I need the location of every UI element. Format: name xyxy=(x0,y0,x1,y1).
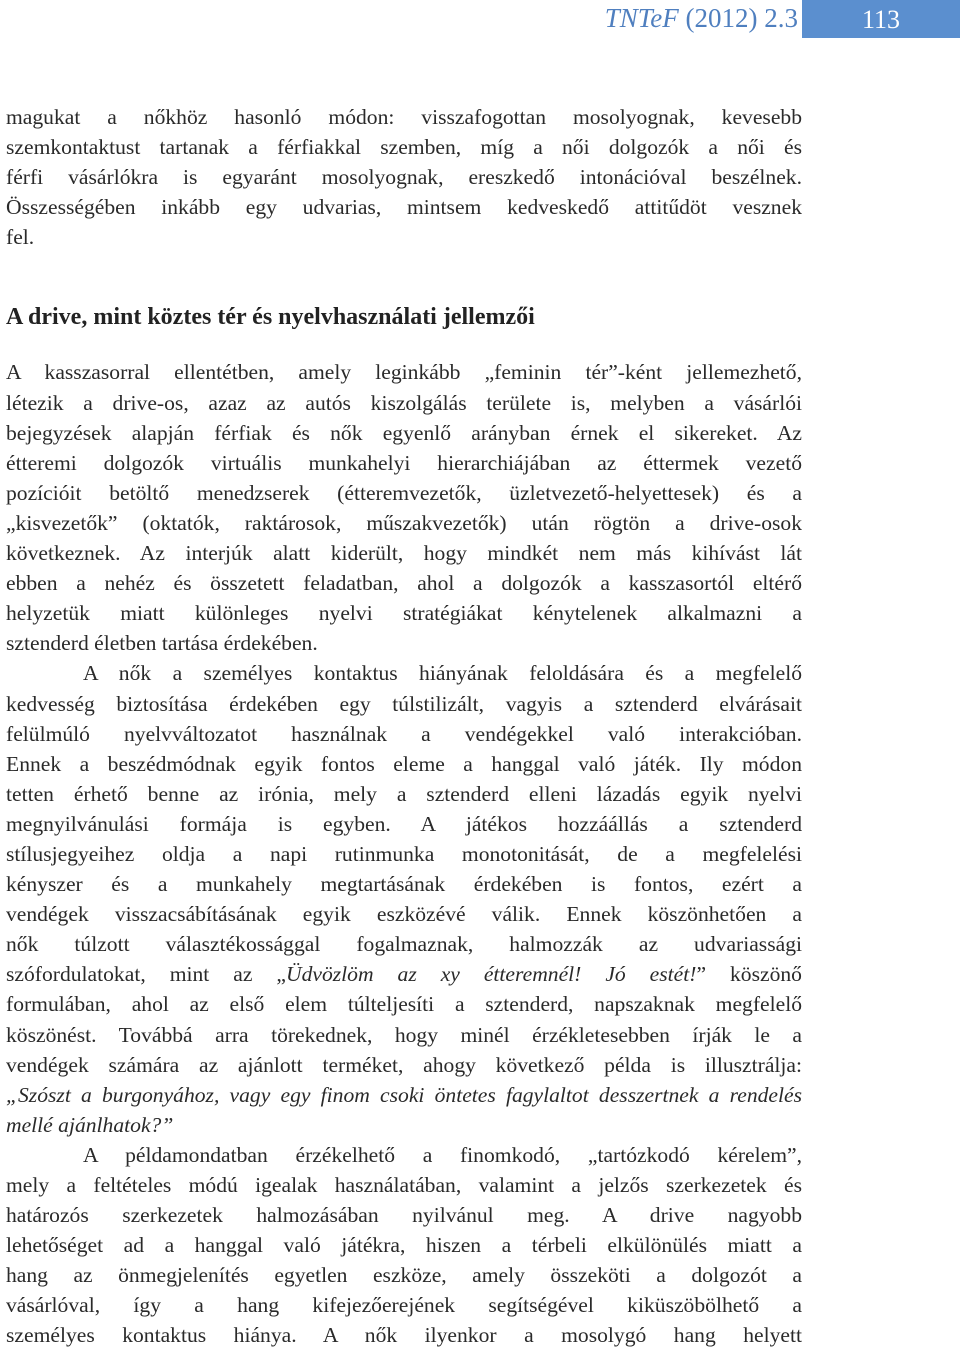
text-line: pozícióit betöltő menedzserek (étteremvezetők, üzletvezető-helyettesek) és a xyxy=(6,480,802,505)
example-quote-line xyxy=(6,1080,802,1110)
text-line: bejegyzések alapján férfiak és nők egyenlő arányban érnek el sikereket. Az xyxy=(6,420,802,445)
paragraph-2 xyxy=(6,357,802,658)
text-line: kedvesség biztosítása érdekében egy túlstilizált, vagyis a sztenderd elvárásait xyxy=(6,691,802,716)
page-number: 113 xyxy=(802,0,960,38)
text-line: helyzetük miatt különleges nyelvi stratégiákat kénytelenek alkalmazni a xyxy=(6,601,802,626)
greeting-lead: szófordulatokat, mint az „ xyxy=(6,962,286,987)
text-line: felülmúló nyelvváltozatot használnak a vendégekkel való interakcióban. xyxy=(6,721,802,746)
text-line: tetten érhető benne az irónia, mely a sztenderd elleni lázadás egyik nyelvi xyxy=(6,781,802,806)
text-line: magukat a nőkhöz hasonló módon: visszafogottan mosolyognak, kevesebb xyxy=(6,105,802,129)
example-quote-end: mellé ajánlhatok?” xyxy=(6,1112,174,1137)
journal-name: TNTeF xyxy=(604,3,679,33)
text-line: étteremi dolgozók virtuális munkahelyi hierarchiájában az éttermek vezető xyxy=(6,450,802,475)
article-body xyxy=(6,102,802,1351)
text-line: ebben a nehéz és összetett feladatban, ahol a dolgozók a kasszasortól eltérő xyxy=(6,571,802,596)
text-line: kényszer és a munkahely megtartásának érdekében is fontos, ezért a xyxy=(6,872,802,897)
paragraph-3 xyxy=(6,658,802,1140)
text-line: megnyilvánulási formája is egyben. A játékos hozzáállás a sztenderd xyxy=(6,811,802,836)
greeting-example: Üdvözlöm az xy étteremnél! Jó estét! xyxy=(285,962,697,987)
paragraph-1 xyxy=(6,102,802,252)
text-line: köszönést. Továbbá arra törekednek, hogy minél érzékletesebben írják le a xyxy=(6,1022,802,1047)
text-line: nők túlzott választékossággal fogalmaznak, halmozzák az udvariassági xyxy=(6,932,802,957)
text-line: következnek. Az interjúk alatt kiderült, hogy mindkét nem más kihívást lát xyxy=(6,541,802,566)
text-line: vendégek visszacsábításának egyik eszközévé válik. Ennek köszönhetően a xyxy=(6,902,802,927)
journal-volume: (2012) 2.3 xyxy=(678,3,798,33)
page-header xyxy=(0,0,960,40)
text-line: sztenderd életben tartása érdekében. xyxy=(6,631,318,656)
text-line: lehetőséget ad a hanggal való játékra, hiszen a térbeli elkülönülés miatt a xyxy=(6,1233,802,1258)
text-line: mely a feltételes módú igealak használatában, valamint a jelzős szerkezetek és xyxy=(6,1173,802,1197)
text-line: szemkontaktust tartanak a férfiakkal szemben, míg a női dolgozók a női és xyxy=(6,135,802,160)
text-line: létezik a drive-os, azaz az autós kiszolgálás területe is, melyben a vásárlói xyxy=(6,390,802,415)
greeting-tail: ” köszönő xyxy=(696,962,802,987)
text-line: határozós szerkezetek halmozásában nyilvánul meg. A drive nagyobb xyxy=(6,1203,802,1228)
text-line: Ennek a beszédmódnak egyik fontos eleme a hanggal való játék. Ily módon xyxy=(6,751,802,776)
text-line: Összességében inkább egy udvarias, mintsem kedveskedő attitűdöt vesznek xyxy=(6,195,802,220)
example-quote: „Szószt a burgonyához, vagy egy finom csoki öntetes fagylaltot desszertnek a rendelés xyxy=(6,1082,802,1107)
text-line: A nők a személyes kontaktus hiányának feloldására és a megfelelő xyxy=(83,661,802,686)
paragraph-4 xyxy=(6,1140,802,1351)
text-line: férfi vásárlókra is egyaránt mosolyognak, ereszkedő intonációval beszélnek. xyxy=(6,165,802,190)
section-heading: A drive, mint köztes tér és nyelvhasználati jellemzői xyxy=(6,304,535,331)
text-line: A példamondatban érzékelhető a finomkodó, „tartózkodó kérelem”, xyxy=(83,1142,802,1167)
text-line: hang az önmegjelenítés egyetlen eszköze, amely összeköti a dolgozót a xyxy=(6,1263,802,1288)
text-line: vásárlóval, így a hang kifejezőerejének segítségével kiküszöbölhető a xyxy=(6,1293,802,1318)
text-line: vendégek számára az ajánlott terméket, ahogy következő példa is illusztrálja: xyxy=(6,1052,802,1077)
text-line-greeting xyxy=(6,959,802,989)
text-line: formulában, ahol az első elem túlteljesíti a sztenderd, napszaknak megfelelő xyxy=(6,992,802,1017)
example-quote-line xyxy=(6,1110,802,1140)
text-line: „kisvezetők” (oktatók, raktárosok, műszakvezetők) után rögtön a drive-osok xyxy=(6,510,802,535)
text-line: fel. xyxy=(6,225,35,250)
journal-citation xyxy=(605,3,798,34)
text-line: személyes kontaktus hiánya. A nők ilyenkor a mosolygó hang helyett xyxy=(6,1323,802,1348)
text-line: A kasszasorral ellentétben, amely leginkább „feminin tér”-ként jellemezhető, xyxy=(6,360,802,385)
text-line: stílusjegyeihez oldja a napi rutinmunka monotonitását, de a megfelelési xyxy=(6,841,802,866)
